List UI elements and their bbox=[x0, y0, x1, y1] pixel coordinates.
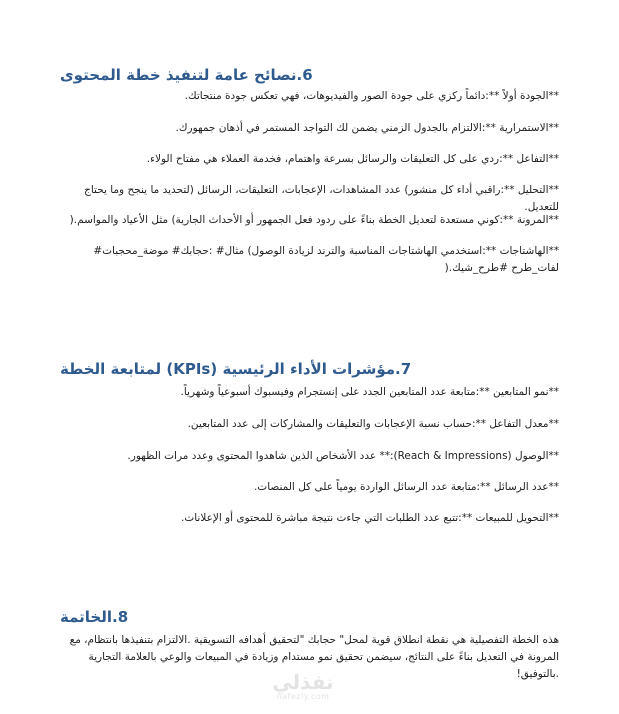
conclusion-paragraph: هذه الخطة التفصيلية هي نقطة انطلاق قوية لمحل" حجابك "لتحقيق أهدافه التسويقية .الالتزام بتنفيذها بانتظام، مع المرونة في التعديل بناءً على النتائج، سيضمن تحقيق نمو مستدام وزيادة في المبيعات والوعي بالعلامة التجارية .بالتوفيق! bbox=[69, 634, 559, 680]
section-6-heading: 6.نصائح عامة لتنفيذ خطة المحتوى bbox=[60, 66, 313, 84]
tip-analysis: **التحليل **:راقبي أداء كل منشور) عدد المشاهدات، الإعجابات، التعليقات، الرسائل (لتحديد ما ينجح وما يحتاج للتعديل. bbox=[84, 184, 559, 213]
kpi-reach: **الوصول (Reach & Impressions):** عدد الأشخاص الذين شاهدوا المحتوى وعدد مرات الظهور. bbox=[127, 450, 559, 462]
kpi-messages: **عدد الرسائل **:متابعة عدد الرسائل الواردة يومياً على كل المنصات. bbox=[253, 481, 559, 493]
tip-engagement: **التفاعل **:ردي على كل التعليقات والرسائل بسرعة واهتمام، فخدمة العملاء هي مفتاح الولاء. bbox=[146, 153, 559, 165]
watermark-latin: nafezly.com bbox=[276, 692, 330, 701]
section-8-heading: 8.الخاتمة bbox=[60, 608, 129, 626]
tip-quality: **الجودة أولاً **:دائماً ركزي على جودة الصور والفيديوهات، فهي تعكس جودة منتجاتك. bbox=[184, 90, 559, 102]
kpi-follower-growth: **نمو المتابعين **:متابعة عدد المتابعين الجدد على إنستجرام وفيسبوك أسبوعياً وشهرياً. bbox=[180, 386, 559, 398]
tip-consistency: **الاستمرارية **:الالتزام بالجدول الزمني يضمن لك التواجد المستمر في أذهان جمهورك. bbox=[175, 122, 559, 134]
section-7-heading: 7.مؤشرات الأداء الرئيسية (KPIs) لمتابعة الخطة bbox=[60, 360, 412, 378]
tip-hashtags: **الهاشتاجات **:استخدمي الهاشتاجات المناسبة والترند لزيادة الوصول) مثال# :حجابك# موضة_محجبات# لفات_طرح #طرح_شيك.( bbox=[93, 245, 559, 274]
kpi-sales-conversion: **التحويل للمبيعات **:تتبع عدد الطلبات التي جاءت نتيجة مباشرة للمحتوى أو الإعلانات. bbox=[180, 512, 559, 524]
watermark-arabic: نفذلي bbox=[272, 670, 334, 694]
kpi-engagement-rate: **معدل التفاعل **:حساب نسبة الإعجابات والتعليقات والمشاركات إلى عدد المتابعين. bbox=[187, 418, 559, 430]
tip-flexibility: **المرونة **:كوني مستعدة لتعديل الخطة بناءً على ردود فعل الجمهور أو الأحداث الجارية) مثل الأعياد والمواسم.( bbox=[69, 214, 559, 226]
nafezly-watermark-logo bbox=[268, 672, 338, 702]
